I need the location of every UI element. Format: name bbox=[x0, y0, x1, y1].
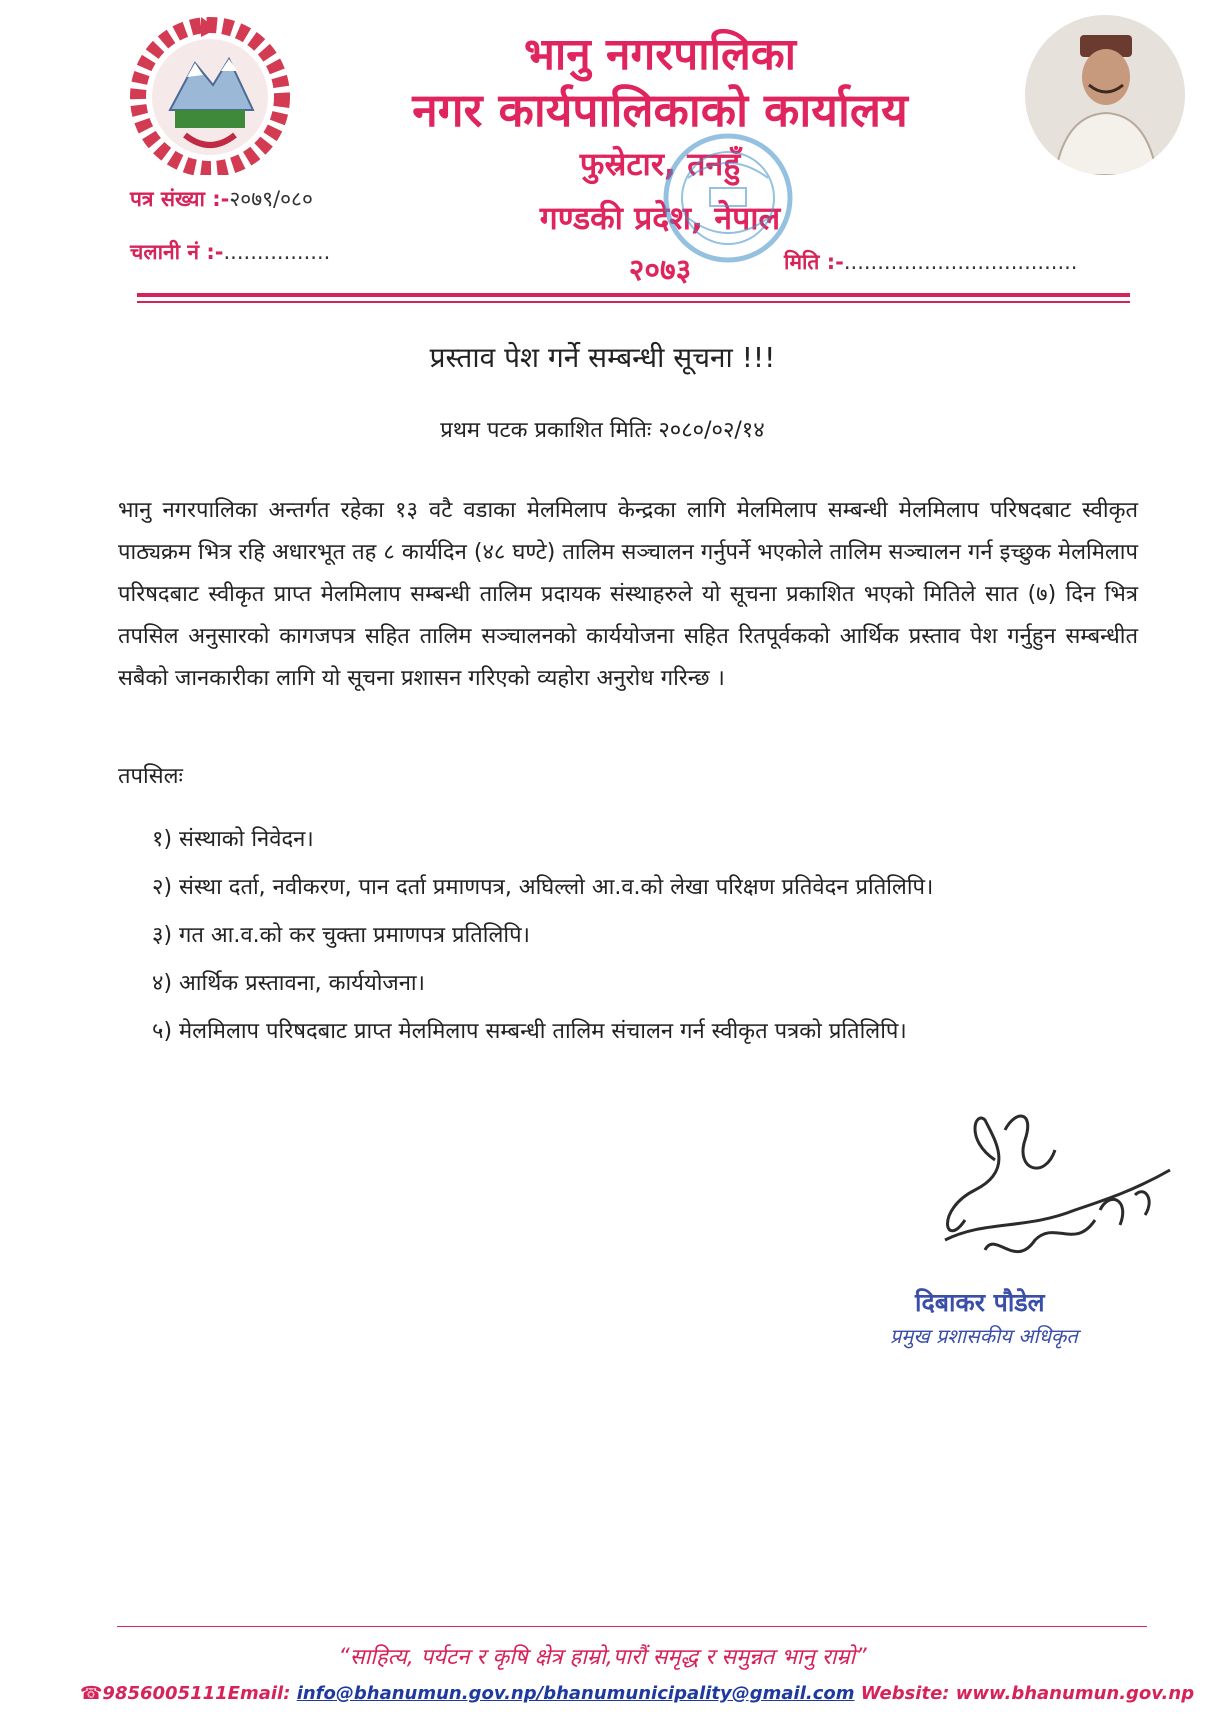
office-province: गण्डकी प्रदेश, नेपाल bbox=[539, 199, 781, 237]
letter-number bbox=[130, 185, 313, 213]
list-item: २) संस्था दर्ता, नवीकरण, पान दर्ता प्रमाणपत्र, अघिल्लो आ.व.को लेखा परिक्षण प्रतिवेदन प्रतिलिपि। bbox=[152, 875, 934, 900]
handwritten-signature bbox=[905, 1100, 1185, 1300]
list-item: ३) गत आ.व.को कर चुक्ता प्रमाणपत्र प्रतिलिपि। bbox=[152, 923, 530, 948]
header-divider-thin bbox=[137, 301, 1130, 303]
website-label: Website: bbox=[854, 1683, 956, 1704]
establishment-year: २०७३ bbox=[628, 253, 692, 288]
letter-number-label: पत्र संख्या :- bbox=[130, 187, 230, 211]
email-link[interactable]: info@bhanumun.gov.np/bhanumunicipality@gmail.com bbox=[296, 1683, 855, 1704]
email-label: Email: bbox=[227, 1683, 297, 1704]
list-heading: तपसिलः bbox=[118, 764, 183, 789]
requirements-list bbox=[152, 820, 1132, 1060]
letter-date-value: ................................... bbox=[843, 250, 1078, 274]
list-item: ४) आर्थिक प्रस्तावना, कार्ययोजना। bbox=[152, 971, 425, 996]
published-date: प्रथम पटक प्रकाशित मितिः २०८०/०२/१४ bbox=[440, 418, 765, 443]
letter-date bbox=[784, 248, 1077, 276]
footer-divider bbox=[117, 1626, 1147, 1627]
list-item: ५) मेलमिलाप परिषदबाट प्राप्त मेलमिलाप सम्बन्धी तालिम संचालन गर्न स्वीकृत पत्रको प्रतिलिपि। bbox=[152, 1019, 907, 1044]
website-link[interactable]: www.bhanumun.gov.np bbox=[955, 1683, 1195, 1704]
notice-title: प्रस्ताव पेश गर्ने सम्बन्धी सूचना !!! bbox=[429, 341, 776, 374]
office-seal-icon bbox=[658, 108, 798, 283]
office-location: फुस्रेटार, तनहुँ bbox=[579, 145, 741, 183]
dispatch-number-value: ................ bbox=[223, 240, 331, 264]
letter-number-value: २०७९/०८० bbox=[229, 187, 313, 211]
list-item: १) संस्थाको निवेदन। bbox=[152, 827, 314, 852]
phone-number: ☎9856005111 bbox=[80, 1683, 228, 1704]
letter-date-label: मिति :- bbox=[784, 250, 844, 274]
notice-body: भानु नगरपालिका अन्तर्गत रहेका १३ वटै वडाका मेलमिलाप केन्द्रका लागि मेलमिलाप सम्बन्धी मेलमिलाप परिषदबाट स्वीकृत पाठ्यक्रम भित्र रहि अधारभूत तह ८ कार्यदिन (४८ घण्टे) तालिम सञ्चालन गर्नुपर्ने भएकोले तालिम सञ्चालन गर्न इच्छुक मेलमिलाप परिषदबाट स्वीकृत प्राप्त मेलमिलाप सम्बन्धी तालिम प्रदायक संस्थाहरुले यो सूचना प्रकाशित भएको मितिले सात (७) दिन भित्र तपसिल अनुसारको कागजपत्र सहित तालिम सञ्चालनको कार्ययोजना सहित रितपूर्वकको आर्थिक प्रस्ताव पेश गर्नुहुन सम्बन्धीत सबैको जानकारीका लागि यो सूचना प्रशासन गरिएको व्यहोरा अनुरोध गरिन्छ । bbox=[118, 498, 1138, 691]
dispatch-number-label: चलानी नं :- bbox=[130, 240, 224, 264]
bhanubhakta-portrait-icon bbox=[1025, 15, 1185, 175]
signer-name: दिबाकर पौडेल bbox=[915, 1288, 1045, 1317]
footer-slogan: “साहित्य, पर्यटन र कृषि क्षेत्र हाम्रो,पारौं समृद्ध र समुन्नत भानु राम्रो” bbox=[338, 1645, 867, 1670]
nepal-emblem-icon bbox=[125, 15, 295, 175]
signer-title: प्रमुख प्रशासकीय अधिकृत bbox=[890, 1324, 1078, 1348]
office-name: नगर कार्यपालिकाको कार्यालय bbox=[412, 83, 908, 137]
footer-contact bbox=[80, 1683, 1195, 1704]
municipality-name: भानु नगरपालिका bbox=[523, 29, 797, 80]
dispatch-number bbox=[130, 238, 330, 266]
header-divider bbox=[137, 293, 1130, 297]
